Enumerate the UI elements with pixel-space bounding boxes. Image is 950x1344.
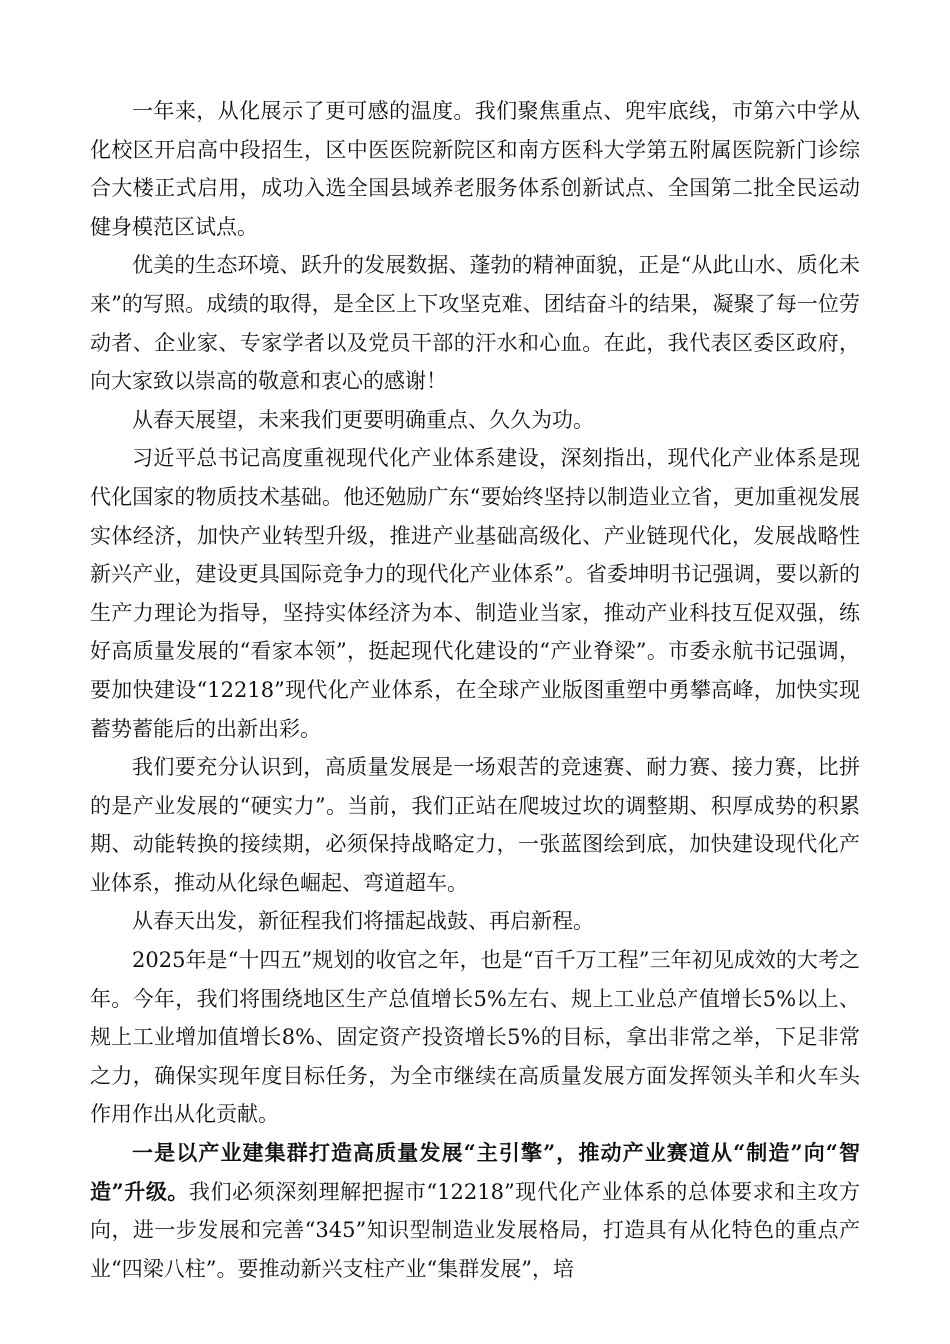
document-body	[90, 92, 860, 1288]
paragraph-1	[90, 92, 860, 246]
paragraph-text: 一年来，从化展示了更可感的温度。我们聚焦重点、兜牢底线，市第六中学从化校区开启高中段招生，区中医医院新院区和南方医科大学第五附属医院新门诊综合大楼正式启用，成功入选全国县域养老服务体系创新试点、全国第二批全民运动健身模范区试点。	[90, 99, 860, 239]
paragraph-lead-bold: 一是以产业建集群打造高质量发展“主引擎”，推动产业赛道从“制造”向“智造”升级。	[90, 1140, 860, 1204]
paragraph-8	[90, 1134, 860, 1288]
paragraph-7	[90, 941, 860, 1134]
paragraph-2	[90, 246, 860, 400]
paragraph-text: 2025年是“十四五”规划的收官之年，也是“百千万工程”三年初见成效的大考之年。今年，我们将围绕地区生产总值增长5%左右、规上工业总产值增长5%以上、规上工业增加值增长8%、固定资产投资增长5%的目标，拿出非常之举，下足非常之力，确保实现年度目标任务，为全市继续在高质量发展方面发挥领头羊和火车头作用作出从化贡献。	[90, 948, 860, 1127]
paragraph-6	[90, 902, 860, 941]
paragraph-text: 我们必须深刻理解把握市“12218”现代化产业体系的总体要求和主攻方向，进一步发展和完善“345”知识型制造业发展格局，打造具有从化特色的重点产业“四梁八柱”。要推动新兴支柱产业“集群发展”，培	[90, 1179, 860, 1281]
paragraph-text: 从春天出发，新征程我们将擂起战鼓、再启新程。	[132, 909, 594, 934]
paragraph-4	[90, 439, 860, 748]
paragraph-text: 优美的生态环境、跃升的发展数据、蓬勃的精神面貌，正是“从此山水、质化未来”的写照。成绩的取得，是全区上下攻坚克难、团结奋斗的结果，凝聚了每一位劳动者、企业家、专家学者以及党员干部的汗水和心血。在此，我代表区委区政府，向大家致以崇高的敬意和衷心的感谢！	[90, 253, 860, 394]
paragraph-3	[90, 401, 860, 440]
paragraph-text: 从春天展望，未来我们更要明确重点、久久为功。	[132, 407, 594, 432]
paragraph-5	[90, 748, 860, 902]
paragraph-text: 习近平总书记高度重视现代化产业体系建设，深刻指出，现代化产业体系是现代化国家的物质技术基础。他还勉励广东“要始终坚持以制造业立省，更加重视发展实体经济，加快产业转型升级，推进产业基础高级化、产业链现代化，发展战略性新兴产业，建设更具国际竞争力的现代化产业体系”。省委坤明书记强调，要以新的生产力理论为指导，坚持实体经济为本、制造业当家，推动产业科技互促双强，练好高质量发展的“看家本领”，挺起现代化建设的“产业脊梁”。市委永航书记强调，要加快建设“12218”现代化产业体系，在全球产业版图重塑中勇攀高峰，加快实现蓄势蓄能后的出新出彩。	[90, 446, 860, 741]
paragraph-text: 我们要充分认识到，高质量发展是一场艰苦的竞速赛、耐力赛、接力赛，比拼的是产业发展的“硬实力”。当前，我们正站在爬坡过坎的调整期、积厚成势的积累期、动能转换的接续期，必须保持战略定力，一张蓝图绘到底，加快建设现代化产业体系，推动从化绿色崛起、弯道超车。	[90, 755, 860, 895]
